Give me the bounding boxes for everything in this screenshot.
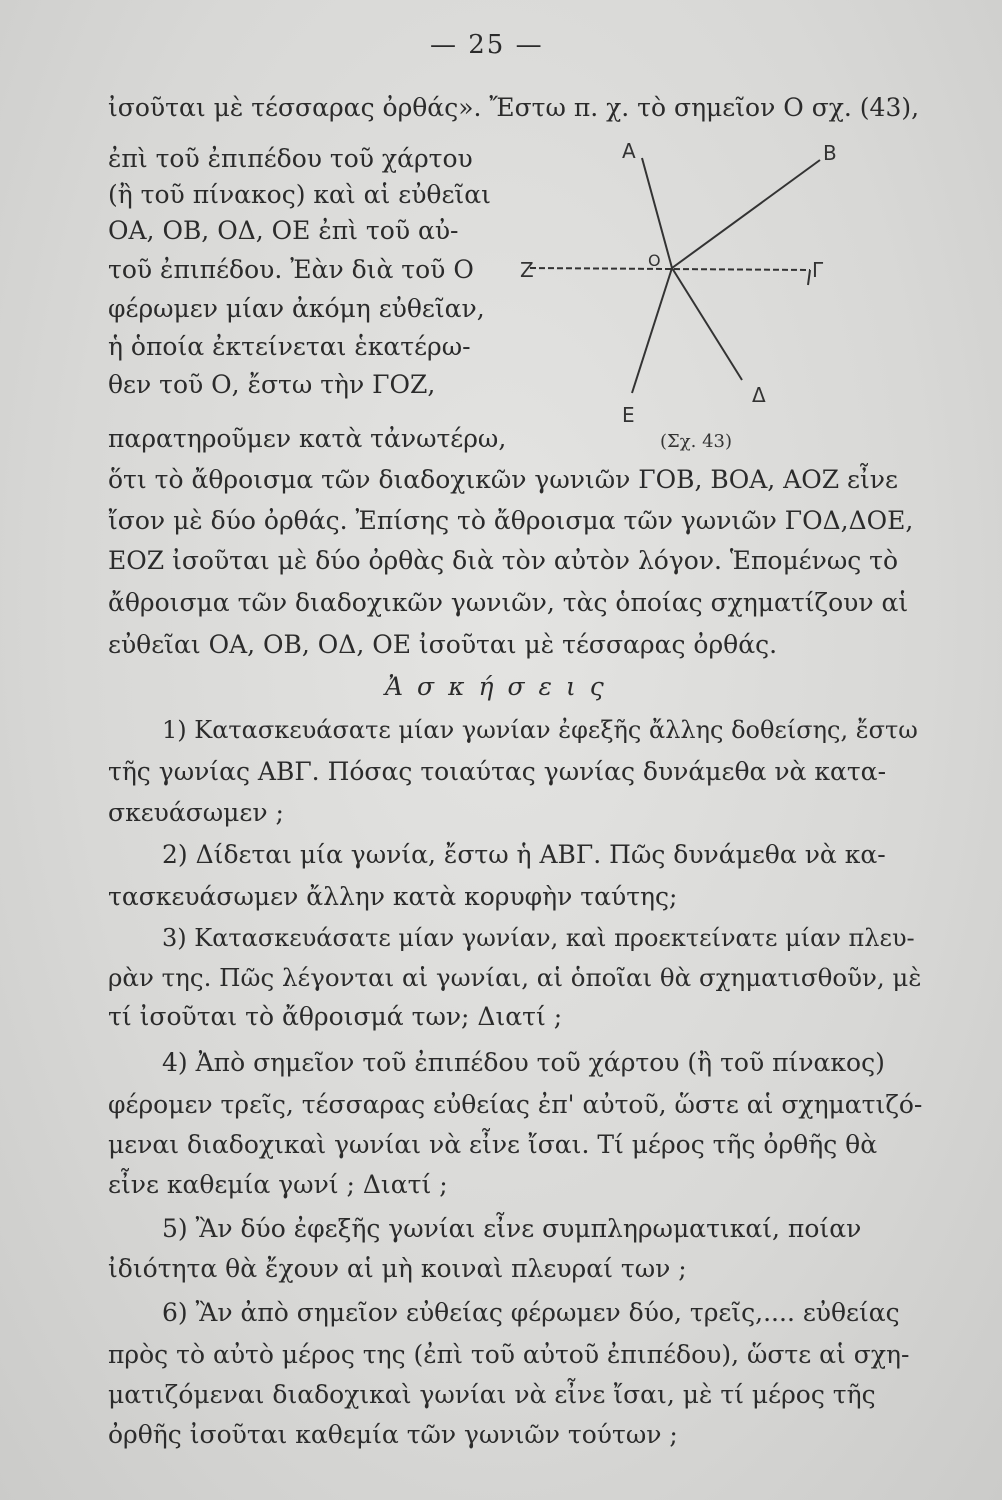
exercise-line: πρὸς τὸ αὐτὸ μέρος της (ἐπὶ τοῦ αὐτοῦ ἐπιπέδου), ὥστε αἱ σχη- [108, 1340, 910, 1369]
text-line: τοῦ ἐπιπέδου. Ἐὰν διὰ τοῦ Ο [108, 255, 474, 284]
text-line: ἐπὶ τοῦ ἐπιπέδου τοῦ χάρτου [108, 144, 473, 173]
text-line: ἡ ὁποία ἐκτείνεται ἑκατέρω- [108, 332, 471, 361]
exercise-line: ρὰν της. Πῶς λέγονται αἱ γωνίαι, αἱ ὁποῖαι θὰ σχηματισθοῦν, μὲ [108, 963, 922, 992]
exercise-line: 1) Κατασκευάσατε μίαν γωνίαν ἐφεξῆς ἄλλης δοθείσης, ἔστω [162, 716, 918, 744]
exercise-line: 2) Δίδεται μία γωνία, ἔστω ἡ ΑΒΓ. Πῶς δυνάμεθα νὰ κα- [162, 840, 886, 869]
exercise-line: ἰδιότητα θὰ ἔχουν αἱ μὴ κοιναὶ πλευραί των ; [108, 1254, 687, 1283]
label-g: Γ [812, 258, 824, 282]
exercise-line: 4) Ἀπὸ σημεῖον τοῦ ἐπιπέδου τοῦ χάρτου (ἢ τοῦ πίνακος) [162, 1048, 885, 1077]
exercise-line: ματιζόμεναι διαδοχικαὶ γωνίαι νὰ εἶνε ἴσαι, μὲ τί μέρος τῆς [108, 1380, 876, 1409]
label-a: A [622, 139, 636, 163]
label-b: B [823, 141, 837, 165]
text-line: ἴσον μὲ δύο ὀρθάς. Ἐπίσης τὸ ἄθροισμα τῶν γωνιῶν ΓΟΔ,ΔΟΕ, [108, 506, 914, 535]
text-line: ὅτι τὸ ἄθροισμα τῶν διαδοχικῶν γωνιῶν ΓΟΒ, ΒΟΑ, ΑΟΖ εἶνε [108, 465, 898, 494]
label-d: Δ [752, 383, 766, 407]
exercise-line: μεναι διαδοχικαὶ γωνίαι νὰ εἶνε ἴσαι. Τί μέρος τῆς ὀρθῆς θὰ [108, 1130, 878, 1159]
text-line: ἰσοῦται μὲ τέσσαρας ὀρθάς». Ἔστω π. χ. τὸ σημεῖον Ο σχ. (43), [108, 93, 920, 122]
tick-g [808, 270, 810, 285]
exercise-line: 6) Ἂν ἀπὸ σημεῖον εὐθείας φέρωμεν δύο, τρεῖς,.... εὐθείας [162, 1298, 900, 1327]
exercise-line: τασκευάσωμεν ἄλλην κατὰ κορυφὴν ταύτης; [108, 882, 678, 911]
exercise-line: 3) Κατασκευάσατε μίαν γωνίαν, καὶ προεκτείνατε μίαν πλευ- [162, 924, 915, 952]
exercises-heading: Ἀσκήσεις [385, 672, 618, 701]
text-line: ΕΟΖ ἰσοῦται μὲ δύο ὀρθὰς διὰ τὸν αὐτὸν λόγον. Ἑπομένως τὸ [108, 546, 899, 575]
text-line: ΟΑ, ΟΒ, ΟΔ, ΟΕ ἐπὶ τοῦ αὐ- [108, 216, 459, 245]
exercise-line: σκευάσωμεν ; [108, 798, 284, 827]
exercise-line: 5) Ἂν δύο ἐφεξῆς γωνίαι εἶνε συμπληρωματικαί, ποίαν [162, 1214, 862, 1243]
text-line: παρατηροῦμεν κατὰ τἀνωτέρω, [108, 424, 507, 453]
exercise-line: τί ἰσοῦται τὸ ἄθροισμά των; Διατί ; [108, 1002, 563, 1031]
text-line: θεν τοῦ Ο, ἔστω τὴν ΓΟΖ, [108, 370, 436, 399]
page-number: — 25 — [430, 30, 544, 60]
ray-ob [672, 160, 820, 268]
text-line: ἄθροισμα τῶν διαδοχικῶν γωνιῶν, τὰς ὁποίας σχηματίζουν αἱ [108, 588, 909, 617]
label-e: E [622, 403, 635, 427]
exercise-line: εἶνε καθεμία γωνί ; Διατί ; [108, 1170, 448, 1199]
line-zog [530, 268, 810, 270]
ray-od [672, 268, 742, 380]
label-z: Z [520, 258, 534, 282]
exercise-line: ὀρθῆς ἰσοῦται καθεμία τῶν γωνιῶν τούτων ; [108, 1420, 678, 1449]
ray-oe [632, 268, 672, 393]
text-line: εὐθεῖαι ΟΑ, ΟΒ, ΟΔ, ΟΕ ἰσοῦται μὲ τέσσαρας ὀρθάς. [108, 630, 778, 659]
text-line: φέρωμεν μίαν ἀκόμη εὐθεῖαν, [108, 294, 485, 323]
text-line: (ἢ τοῦ πίνακος) καὶ αἱ εὐθεῖαι [108, 180, 491, 209]
exercise-line: φέρομεν τρεῖς, τέσσαρας εὐθείας ἐπ' αὐτοῦ, ὥστε αἱ σχηματιζό- [108, 1090, 923, 1119]
label-o: O [648, 251, 661, 270]
exercise-line: τῆς γωνίας ΑΒΓ. Πόσας τοιαύτας γωνίας δυνάμεθα νὰ κατα- [108, 757, 887, 786]
figure-caption: (Σχ. 43) [660, 431, 733, 452]
